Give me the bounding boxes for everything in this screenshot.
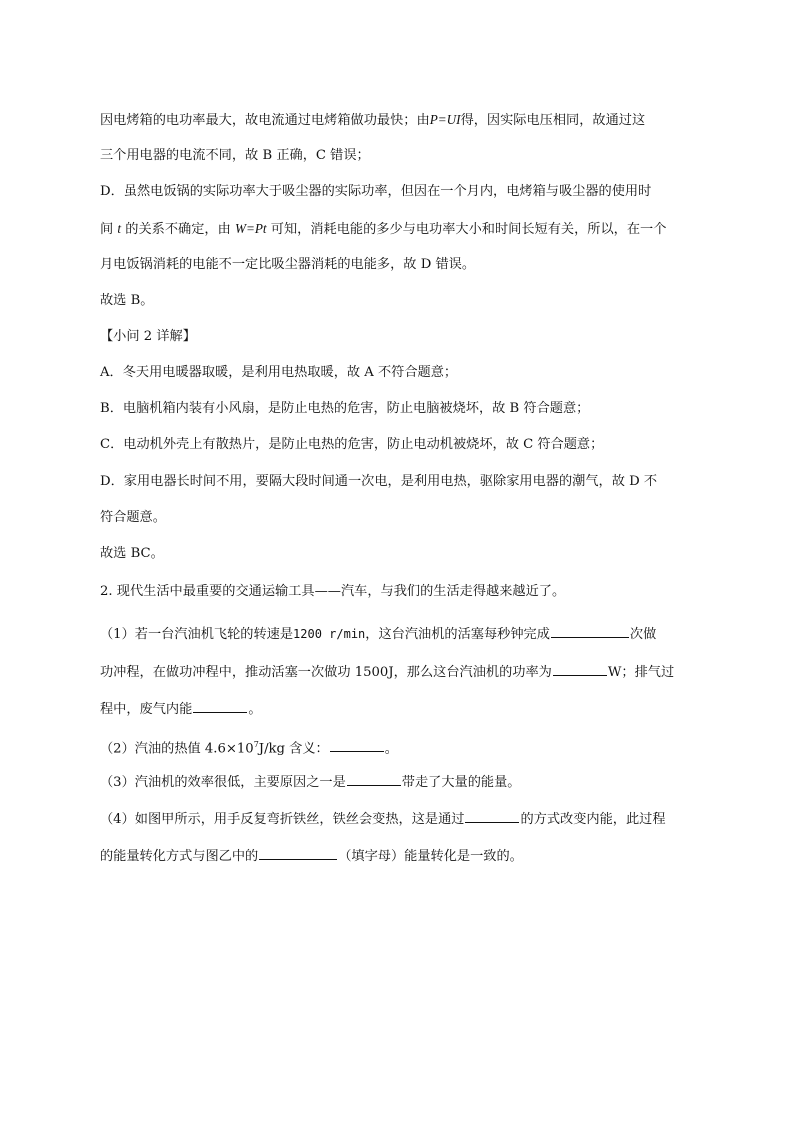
answer-blank[interactable] [330,737,384,752]
text: （4）如图甲所示，用手反复弯折铁丝，铁丝会变热，这是通过 [100,812,465,827]
text: 间 [100,222,114,237]
text: 带走了大量的能量。 [401,775,521,790]
paragraph-line: 三个用电器的电流不同，故 B 正确，C 错误； [100,148,370,163]
text: 的能量转化方式与图乙中的 [100,849,259,864]
text: 。 [248,702,262,717]
paragraph-line: D．家用电器长时间不用，要隔大段时间通一次电，是利用电热，驱除家用电器的潮气，故 D 不 [100,474,658,489]
question-line [100,623,656,645]
variable: t [117,221,122,236]
question-line [100,771,520,793]
answer-blank[interactable] [551,623,629,638]
text: （填字母）能量转化是一致的。 [338,849,523,864]
paragraph-line: 符合题意。 [100,510,166,525]
question-line [100,698,262,720]
text: （2）汽油的热值 4.6×10 [100,741,254,757]
text: （1）若一台汽油机飞轮的转速是 [100,627,294,642]
answer-blank[interactable] [553,661,607,676]
answer-blank[interactable] [193,698,247,713]
paragraph-line: 故选 BC。 [100,546,164,561]
question-line [100,808,666,830]
text: ，这台汽油机的活塞每秒钟完成 [365,627,550,642]
paragraph-line [100,110,645,131]
paragraph-line: 故选 B。 [100,293,154,308]
value: 1200 r/min [293,627,366,641]
paragraph-line: C．电动机外壳上有散热片，是防止电热的危害，防止电动机被烧坏，故 C 符合题意； [100,437,604,452]
text: 可知，消耗电能的多少与电功率大小和时间长短有关，所以，在一个 [270,222,667,237]
section-heading: 【小问 2 详解】 [100,329,196,344]
text: （3）汽油机的效率很低，主要原因之一是 [100,775,346,790]
exponent: 7 [253,740,259,749]
answer-blank[interactable] [259,845,337,860]
text: 的关系不确定，由 [125,222,231,237]
text: 因电烤箱的电功率最大，故电流通过电烤箱做功最快；由 [100,113,430,128]
answer-blank[interactable] [347,771,401,786]
text: 的方式改变内能，此过程 [520,812,666,827]
text: 功冲程，在做功冲程中，推动活塞一次做功 1500J，那么这台汽油机的功率为 [100,665,552,680]
paragraph-line: 月电饭锅消耗的电能不一定比吸尘器消耗的电能多，故 D 错误。 [100,257,476,272]
paragraph-line: D．虽然电饭锅的实际功率大于吸尘器的实际功率，但因在一个月内，电烤箱与吸尘器的使用时 [100,184,652,199]
paragraph-line: A．冬天用电暖器取暖，是利用电热取暖，故 A 不符合题意； [100,365,458,380]
paragraph-line [100,219,666,240]
text: 。 [384,741,398,757]
text: 次做 [629,627,657,642]
question-line [100,735,398,759]
paragraph-line: B．电脑机箱内装有小风扇，是防止电热的危害，防止电脑被烧坏，故 B 符合题意； [100,401,590,416]
text: W；排气过 [607,665,675,680]
text: 得，因实际电压相同，故通过这 [460,113,646,128]
text: 程中，废气内能 [100,702,193,717]
question-line [100,661,674,683]
question-title: 2. 现代生活中最重要的交通运输工具——汽车，与我们的生活走得越来越近了。 [100,584,566,599]
answer-blank[interactable] [465,808,519,823]
text: J/kg 含义： [258,741,329,757]
formula: W=Pt [234,221,267,236]
formula: P=UI [429,112,461,127]
question-line [100,845,523,867]
